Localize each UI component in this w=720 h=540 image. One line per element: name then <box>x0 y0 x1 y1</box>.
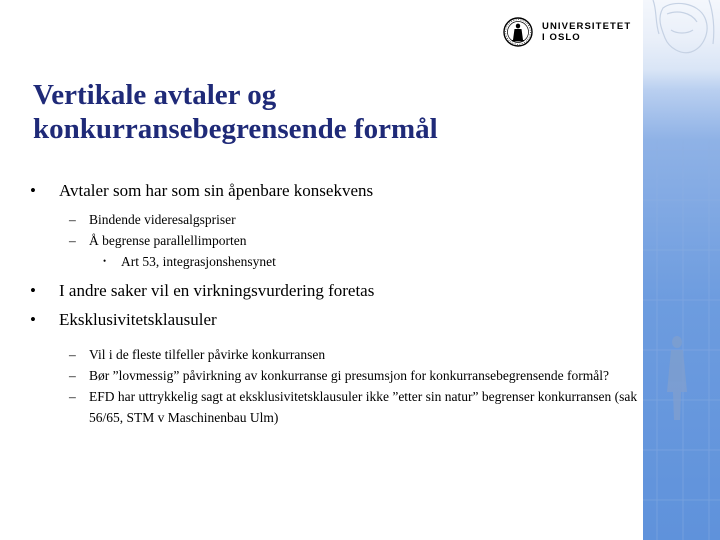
university-name-line2: I OSLO <box>542 32 581 43</box>
university-logo <box>503 16 643 50</box>
bullet-text: Avtaler som har som sin åpenbare konsekvens <box>59 181 374 200</box>
bullet-marker: • <box>30 281 36 300</box>
sub-bullet-item <box>30 365 640 386</box>
bullet-marker: • <box>30 310 36 329</box>
dash-marker: – <box>69 212 76 227</box>
bullet-text: I andre saker vil en virkningsvurdering foretas <box>59 281 375 300</box>
dash-marker: – <box>69 233 76 248</box>
bullet-marker: • <box>30 181 36 200</box>
sub-bullet-text: Å begrense parallellimporten <box>89 233 247 248</box>
sub-bullet-item <box>30 386 640 428</box>
sub-sub-bullet-text: Art 53, integrasjonshensynet <box>121 254 276 269</box>
bullet-item <box>30 305 640 334</box>
bullet-marker: • <box>103 256 107 266</box>
statue-relief-illustration <box>643 0 720 540</box>
slide-title <box>33 78 633 146</box>
sub-bullet-text: EFD har uttrykkelig sagt at eksklusivitetsklausuler ikke ”etter sin natur” begrenser konkurransen (sak 56/65, STM v Maschinenbau Ulm) <box>89 389 638 425</box>
slide-title-line2: konkurransebegrensende formål <box>33 113 438 145</box>
bullet-item <box>30 276 640 305</box>
sub-bullet-text: Vil i de fleste tilfeller påvirke konkurransen <box>89 347 326 362</box>
university-name <box>542 21 631 43</box>
decorative-side-panel <box>643 0 720 540</box>
university-name-line1: UNIVERSITETET <box>542 21 632 32</box>
sub-bullet-text: Bindende videresalgspriser <box>89 212 236 227</box>
university-seal-icon <box>503 16 533 48</box>
sub-bullet-item <box>30 344 640 365</box>
dash-marker: – <box>69 347 76 362</box>
slide-content <box>30 176 640 428</box>
sub-bullet-text: Bør ”lovmessig” påvirkning av konkurranse gi presumsjon for konkurransebegrensende formål? <box>89 368 609 383</box>
sub-sub-bullet-item <box>30 251 640 272</box>
dash-marker: – <box>69 368 76 383</box>
slide-title-line1: Vertikale avtaler og <box>33 79 277 111</box>
bullet-item <box>30 176 640 205</box>
dash-marker: – <box>69 389 76 404</box>
bullet-text: Eksklusivitetsklausuler <box>59 310 217 329</box>
sub-bullet-item <box>30 209 640 230</box>
sub-bullet-item <box>30 230 640 251</box>
